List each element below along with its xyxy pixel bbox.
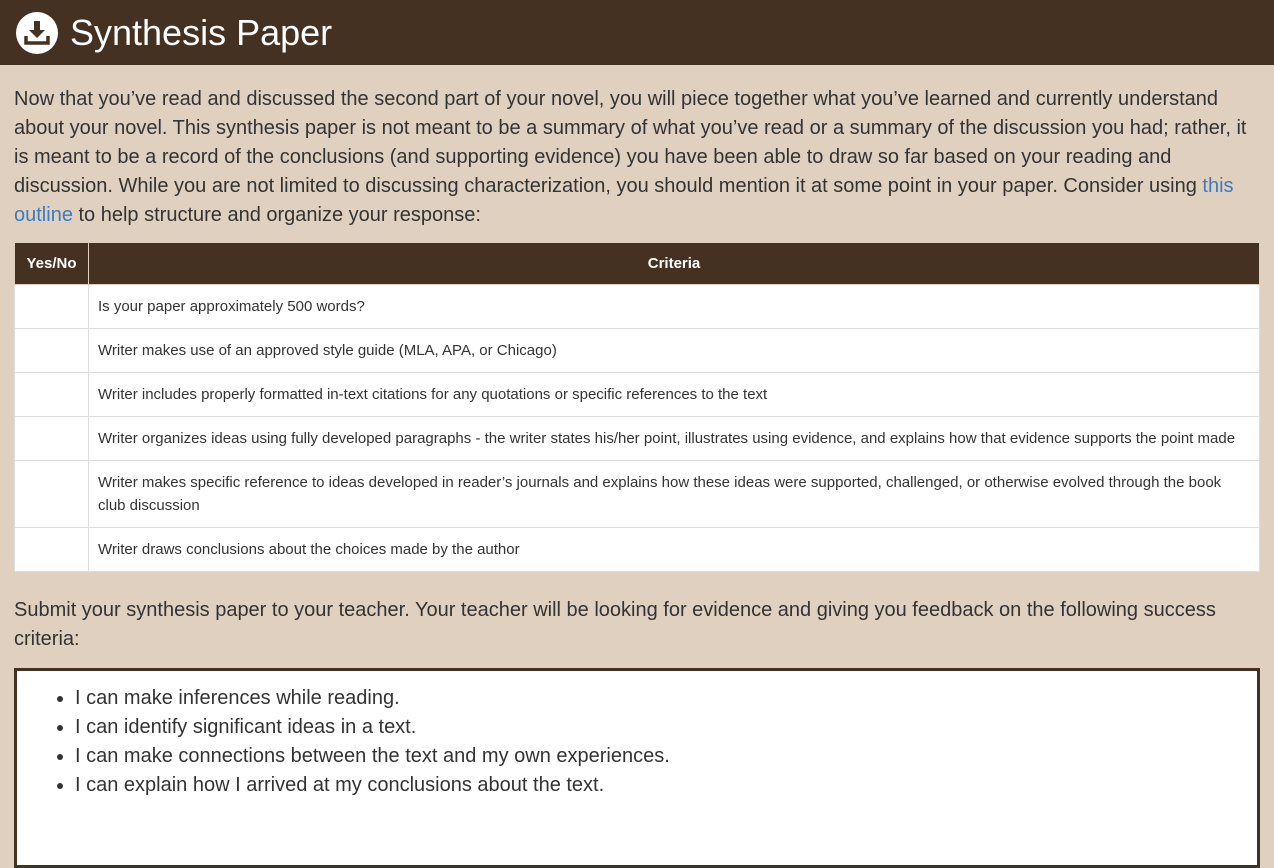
criteria-item: • I can make connections between the text and my own experiences. (75, 742, 1257, 771)
table-row (15, 373, 1260, 417)
table-row (15, 285, 1260, 329)
header-yes-no: Yes/No (15, 243, 89, 285)
yes-no-cell[interactable] (15, 329, 89, 373)
criteria-item: • I can make inferences while reading. (75, 684, 1257, 713)
header-criteria: Criteria (89, 243, 1260, 285)
criteria-item: • I can explain how I arrived at my conclusions about the text. (75, 771, 1257, 800)
outline-link[interactable]: this outline (14, 175, 1234, 226)
page-title: Synthesis Paper (70, 11, 333, 53)
table-row (15, 461, 1260, 528)
criteria-cell: Writer organizes ideas using fully developed paragraphs - the writer states his/her point, illustrates using evidence, and explains how that evidence supports the point made (89, 417, 1260, 461)
criteria-cell: Writer includes properly formatted in-text citations for any quotations or specific references to the text (89, 373, 1260, 417)
yes-no-cell[interactable] (15, 528, 89, 572)
yes-no-cell[interactable] (15, 417, 89, 461)
yes-no-cell[interactable] (15, 373, 89, 417)
submit-text: Submit your synthesis paper to your teacher. Your teacher will be looking for evidence and giving you feedback on the following success criteria: (14, 599, 1216, 650)
table-row (15, 329, 1260, 373)
criteria-item: • I can identify significant ideas in a text. (75, 713, 1257, 742)
download-icon[interactable] (16, 12, 58, 54)
criteria-cell: Is your paper approximately 500 words? (89, 285, 1260, 329)
intro-text: Now that you’ve read and discussed the second part of your novel, you will piece together what you’ve learned and currently understand about your novel. This synthesis paper is not meant to be a summary of what you’ve read or a summary of the discussion you had; rather, it is meant to be a record of the conclusions (and supporting evidence) you have been able to draw so far based on your reading and discussion. While you are not limited to discussing characterization, you should mention it at some point in your paper. Consider using (14, 88, 1247, 197)
success-criteria-box (14, 668, 1260, 868)
criteria-cell: Writer makes specific reference to ideas developed in reader’s journals and explains how these ideas were supported, challenged, or otherwise evolved through the book club discussion (89, 461, 1260, 528)
table-row (15, 417, 1260, 461)
yes-no-cell[interactable] (15, 461, 89, 528)
table-row (15, 528, 1260, 572)
intro-paragraph (0, 65, 1274, 230)
intro-text-end: to help structure and organize your response: (72, 204, 481, 226)
criteria-cell: Writer makes use of an approved style guide (MLA, APA, or Chicago) (89, 329, 1260, 373)
page-header (0, 0, 1274, 65)
criteria-table (14, 242, 1260, 572)
criteria-cell: Writer draws conclusions about the choices made by the author (89, 528, 1260, 572)
yes-no-cell[interactable] (15, 285, 89, 329)
